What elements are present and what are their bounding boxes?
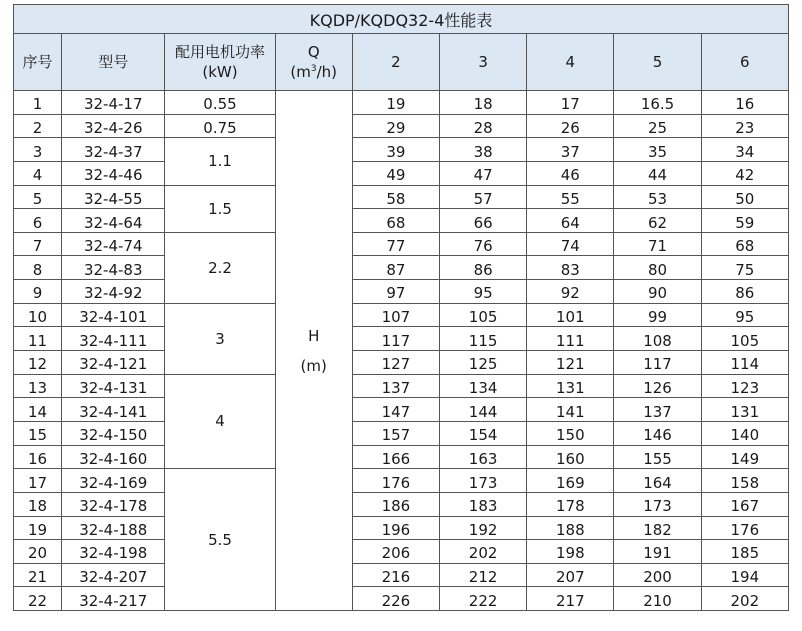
cell-no: 10 [14,303,62,327]
table-row [14,138,789,162]
table-row [14,256,789,280]
cell-head-value: 25 [614,114,701,138]
cell-model: 32-4-83 [62,256,165,280]
header-row [14,34,789,91]
table-row [14,161,789,185]
table-body [14,91,789,611]
header-flow-1: 3 [440,34,527,91]
table-row [14,351,789,375]
cell-head-value: 188 [527,516,614,540]
cell-head-value: 186 [352,492,439,516]
cell-head-value: 95 [440,280,527,304]
cell-head-value: 42 [701,161,788,185]
cell-head-value: 16 [701,91,788,115]
header-no: 序号 [14,34,62,91]
table-row [14,91,789,115]
cell-head-value: 137 [614,398,701,422]
cell-head-value: 86 [440,256,527,280]
cell-head-value: 58 [352,185,439,209]
table-row [14,587,789,611]
head-label-cell [275,91,352,611]
cell-head-value: 37 [527,138,614,162]
table-title: KQDP/KQDQ32-4性能表 [14,5,789,34]
cell-head-value: 198 [527,540,614,564]
cell-power: 5.5 [165,469,275,611]
cell-model: 32-4-101 [62,303,165,327]
cell-head-value: 83 [527,256,614,280]
table-row [14,563,789,587]
cell-model: 32-4-141 [62,398,165,422]
cell-head-value: 134 [440,374,527,398]
cell-head-value: 26 [527,114,614,138]
cell-head-value: 137 [352,374,439,398]
cell-model: 32-4-37 [62,138,165,162]
table-row [14,303,789,327]
cell-head-value: 164 [614,469,701,493]
q-unit-suffix: /h) [316,63,338,81]
cell-model: 32-4-55 [62,185,165,209]
cell-head-value: 77 [352,232,439,256]
cell-head-value: 212 [440,563,527,587]
cell-head-value: 121 [527,351,614,375]
cell-no: 4 [14,161,62,185]
cell-head-value: 95 [701,303,788,327]
cell-head-value: 49 [352,161,439,185]
header-flow-2: 4 [527,34,614,91]
cell-head-value: 192 [440,516,527,540]
cell-model: 32-4-111 [62,327,165,351]
cell-head-value: 222 [440,587,527,611]
cell-head-value: 68 [352,209,439,233]
cell-power: 0.55 [165,91,275,115]
cell-no: 3 [14,138,62,162]
cell-head-value: 75 [701,256,788,280]
cell-head-value: 147 [352,398,439,422]
cell-head-value: 92 [527,280,614,304]
cell-head-value: 62 [614,209,701,233]
cell-head-value: 64 [527,209,614,233]
cell-model: 32-4-74 [62,232,165,256]
table-row [14,280,789,304]
cell-no: 19 [14,516,62,540]
cell-head-value: 196 [352,516,439,540]
cell-power: 0.75 [165,114,275,138]
cell-head-value: 183 [440,492,527,516]
cell-model: 32-4-64 [62,209,165,233]
cell-head-value: 114 [701,351,788,375]
table-row [14,445,789,469]
cell-no: 14 [14,398,62,422]
header-flow-3: 5 [614,34,701,91]
cell-power: 1.5 [165,185,275,232]
header-flow-q [275,34,352,91]
table-row [14,209,789,233]
cell-head-value: 108 [614,327,701,351]
cell-head-value: 150 [527,421,614,445]
cell-head-value: 163 [440,445,527,469]
header-flow-4: 6 [701,34,788,91]
cell-model: 32-4-188 [62,516,165,540]
cell-head-value: 55 [527,185,614,209]
cell-head-value: 29 [352,114,439,138]
cell-head-value: 160 [527,445,614,469]
cell-head-value: 38 [440,138,527,162]
cell-model: 32-4-46 [62,161,165,185]
cell-head-value: 144 [440,398,527,422]
cell-no: 17 [14,469,62,493]
cell-no: 13 [14,374,62,398]
table-row [14,469,789,493]
cell-head-value: 146 [614,421,701,445]
cell-model: 32-4-198 [62,540,165,564]
cell-head-value: 127 [352,351,439,375]
cell-model: 32-4-92 [62,280,165,304]
cell-head-value: 68 [701,232,788,256]
cell-head-value: 28 [440,114,527,138]
cell-model: 32-4-131 [62,374,165,398]
cell-power: 2.2 [165,232,275,303]
cell-head-value: 155 [614,445,701,469]
table-row [14,327,789,351]
cell-head-value: 76 [440,232,527,256]
cell-head-value: 46 [527,161,614,185]
cell-head-value: 149 [701,445,788,469]
cell-head-value: 18 [440,91,527,115]
cell-head-value: 66 [440,209,527,233]
cell-head-value: 123 [701,374,788,398]
cell-head-value: 47 [440,161,527,185]
cell-head-value: 126 [614,374,701,398]
cell-head-value: 131 [701,398,788,422]
cell-no: 7 [14,232,62,256]
cell-head-value: 202 [701,587,788,611]
cell-head-value: 50 [701,185,788,209]
cell-head-value: 90 [614,280,701,304]
cell-model: 32-4-217 [62,587,165,611]
cell-head-value: 105 [701,327,788,351]
cell-head-value: 210 [614,587,701,611]
cell-head-value: 157 [352,421,439,445]
cell-no: 16 [14,445,62,469]
cell-head-value: 217 [527,587,614,611]
cell-power: 1.1 [165,138,275,185]
cell-head-value: 23 [701,114,788,138]
cell-no: 11 [14,327,62,351]
cell-head-value: 216 [352,563,439,587]
header-power [165,34,275,91]
cell-head-value: 169 [527,469,614,493]
cell-head-value: 74 [527,232,614,256]
table-row [14,492,789,516]
cell-no: 1 [14,91,62,115]
cell-head-value: 206 [352,540,439,564]
performance-table [13,4,789,611]
cell-model: 32-4-121 [62,351,165,375]
cell-head-value: 226 [352,587,439,611]
cell-model: 32-4-207 [62,563,165,587]
cell-head-value: 34 [701,138,788,162]
cell-model: 32-4-178 [62,492,165,516]
cell-head-value: 131 [527,374,614,398]
cell-head-value: 158 [701,469,788,493]
head-unit: (m) [300,356,327,375]
cell-model: 32-4-17 [62,91,165,115]
cell-head-value: 117 [352,327,439,351]
cell-head-value: 19 [352,91,439,115]
cell-head-value: 140 [701,421,788,445]
table-row [14,185,789,209]
title-row [14,5,789,34]
cell-no: 5 [14,185,62,209]
table-row [14,398,789,422]
cell-head-value: 53 [614,185,701,209]
cell-head-value: 191 [614,540,701,564]
cell-head-value: 16.5 [614,91,701,115]
cell-head-value: 87 [352,256,439,280]
cell-head-value: 141 [527,398,614,422]
cell-no: 9 [14,280,62,304]
cell-head-value: 105 [440,303,527,327]
cell-head-value: 194 [701,563,788,587]
cell-head-value: 97 [352,280,439,304]
cell-no: 8 [14,256,62,280]
table-row [14,114,789,138]
performance-table-container [13,4,789,611]
cell-head-value: 80 [614,256,701,280]
cell-no: 22 [14,587,62,611]
table-row [14,374,789,398]
header-power-line2: (kW) [202,63,238,81]
cell-head-value: 99 [614,303,701,327]
cell-head-value: 59 [701,209,788,233]
cell-power: 3 [165,303,275,374]
cell-power: 4 [165,374,275,469]
cell-head-value: 176 [352,469,439,493]
cell-no: 15 [14,421,62,445]
cell-head-value: 111 [527,327,614,351]
cell-head-value: 185 [701,540,788,564]
cell-no: 20 [14,540,62,564]
cell-model: 32-4-160 [62,445,165,469]
q-unit-superscript: 3 [310,64,317,74]
table-row [14,540,789,564]
header-model: 型号 [62,34,165,91]
cell-head-value: 200 [614,563,701,587]
cell-head-value: 101 [527,303,614,327]
cell-head-value: 207 [527,563,614,587]
table-row [14,516,789,540]
cell-head-value: 166 [352,445,439,469]
cell-head-value: 173 [440,469,527,493]
header-q-unit [276,62,352,82]
head-symbol: H [308,326,320,345]
cell-head-value: 202 [440,540,527,564]
cell-head-value: 44 [614,161,701,185]
cell-no: 18 [14,492,62,516]
cell-head-value: 107 [352,303,439,327]
cell-head-value: 167 [701,492,788,516]
q-unit-prefix: (m [290,63,311,81]
cell-head-value: 17 [527,91,614,115]
cell-head-value: 86 [701,280,788,304]
table-row [14,232,789,256]
cell-head-value: 117 [614,351,701,375]
cell-head-value: 39 [352,138,439,162]
cell-model: 32-4-26 [62,114,165,138]
cell-model: 32-4-150 [62,421,165,445]
header-power-line1: 配用电机功率 [174,43,265,61]
cell-head-value: 176 [701,516,788,540]
cell-no: 2 [14,114,62,138]
cell-head-value: 35 [614,138,701,162]
cell-head-value: 125 [440,351,527,375]
cell-head-value: 57 [440,185,527,209]
cell-head-value: 178 [527,492,614,516]
cell-head-value: 154 [440,421,527,445]
cell-no: 12 [14,351,62,375]
cell-head-value: 173 [614,492,701,516]
cell-model: 32-4-169 [62,469,165,493]
cell-no: 6 [14,209,62,233]
header-q-symbol: Q [307,43,320,61]
cell-head-value: 71 [614,232,701,256]
cell-head-value: 115 [440,327,527,351]
cell-head-value: 182 [614,516,701,540]
table-row [14,421,789,445]
cell-no: 21 [14,563,62,587]
header-flow-0: 2 [352,34,439,91]
